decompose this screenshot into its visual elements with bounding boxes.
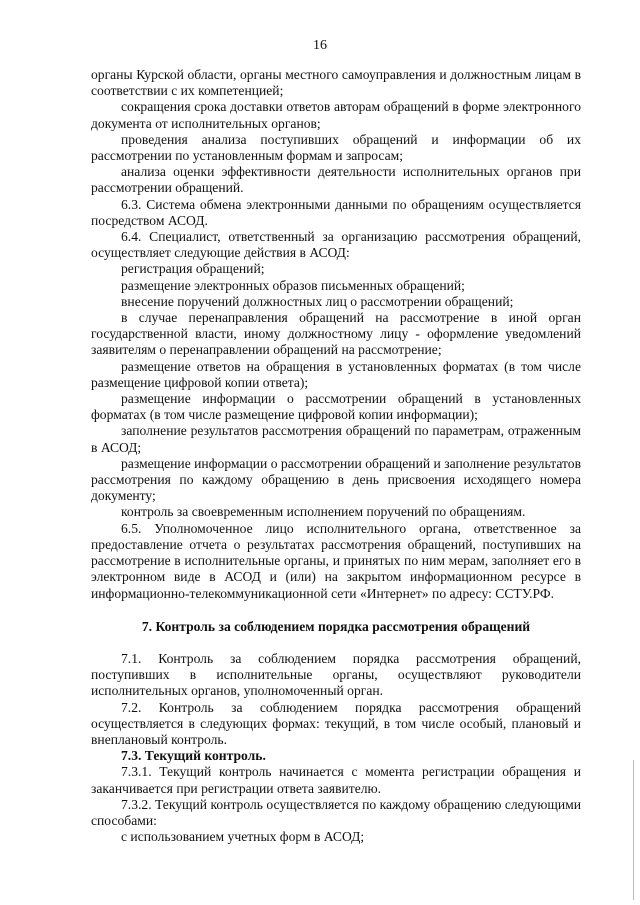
paragraph: 7.3.2. Текущий контроль осуществляется по каждому обращению следующими способами:	[91, 796, 581, 828]
paragraph: 7.2. Контроль за соблюдением порядка рассмотрения обращений осуществляется в следующих формах: текущий, в том числе особый, плановый и внеплановый контроль.	[91, 699, 581, 747]
list-item: внесение поручений должностных лиц о рассмотрении обращений;	[121, 293, 514, 309]
document-body	[91, 67, 581, 845]
paragraph: органы Курской области, органы местного самоуправления и должностным лицам в соответствии с их компетенцией;	[91, 67, 581, 99]
list-item: размещение электронных образов письменных обращений;	[121, 277, 465, 293]
list-item: заполнение результатов рассмотрения обращений по параметрам, отраженным в АСОД;	[91, 423, 581, 455]
paragraph: 6.4. Специалист, ответственный за организацию рассмотрения обращений, осуществляет следующие действия в АСОД:	[91, 229, 581, 261]
page-number: 16	[313, 38, 327, 53]
subsection-heading: 7.3. Текущий контроль.	[121, 748, 266, 764]
paragraph: 6.5. Уполномоченное лицо исполнительного органа, ответственное за предоставление отчета о результатах рассмотрения обращений, поступивших на рассмотрение в исполнительные органы, и принятых по ним мерам, заполняет его в электронном виде в АСОД и (или) на закрытом информационном ресурсе в информационно-телекоммуникационной сети «Интернет» по адресу: ССТУ.РФ.	[91, 520, 581, 601]
paragraph: сокращения срока доставки ответов авторам обращений в форме электронного документа от исполнительных органов;	[91, 99, 581, 131]
paragraph: 6.3. Система обмена электронными данными по обращениям осуществляется посредством АСОД.	[91, 196, 581, 228]
paragraph: проведения анализа поступивших обращений и информации об их рассмотрении по установленным формам и запросам;	[91, 131, 581, 164]
list-item: размещение информации о рассмотрении обращений в установленных форматах (в том числе размещение цифровой копии информации);	[91, 391, 581, 423]
paragraph: 7.3.1. Текущий контроль начинается с момента регистрации обращения и заканчивается при регистрации ответа заявителю.	[91, 764, 581, 796]
list-item: размещение ответов на обращения в установленных форматах (в том числе размещение цифровой копии ответа);	[91, 358, 581, 390]
paragraph: анализа оценки эффективности деятельности исполнительных органов при рассмотрении обращений.	[91, 164, 581, 196]
list-item: регистрация обращений;	[121, 261, 265, 277]
paragraph: 7.1. Контроль за соблюдением порядка рассмотрения обращений, поступивших в исполнительные органы, осуществляют руководители исполнительных органов, уполномоченный орган.	[91, 650, 581, 699]
list-item: размещение информации о рассмотрении обращений и заполнение результатов рассмотрения по каждому обращению в день присвоения исходящего номера документу;	[91, 455, 581, 504]
list-item: контроль за своевременным исполнением поручений по обращениям.	[121, 504, 526, 520]
scan-edge-line	[633, 760, 634, 900]
section-heading: 7. Контроль за соблюдением порядка рассмотрения обращений	[141, 618, 531, 634]
list-item: в случае перенаправления обращений на рассмотрение в иной орган государственной власти, иному должностному лицу - оформление уведомлений заявителям о перенаправлении обращений на рассмотрение;	[91, 310, 581, 358]
list-item: с использованием учетных форм в АСОД;	[121, 829, 365, 845]
